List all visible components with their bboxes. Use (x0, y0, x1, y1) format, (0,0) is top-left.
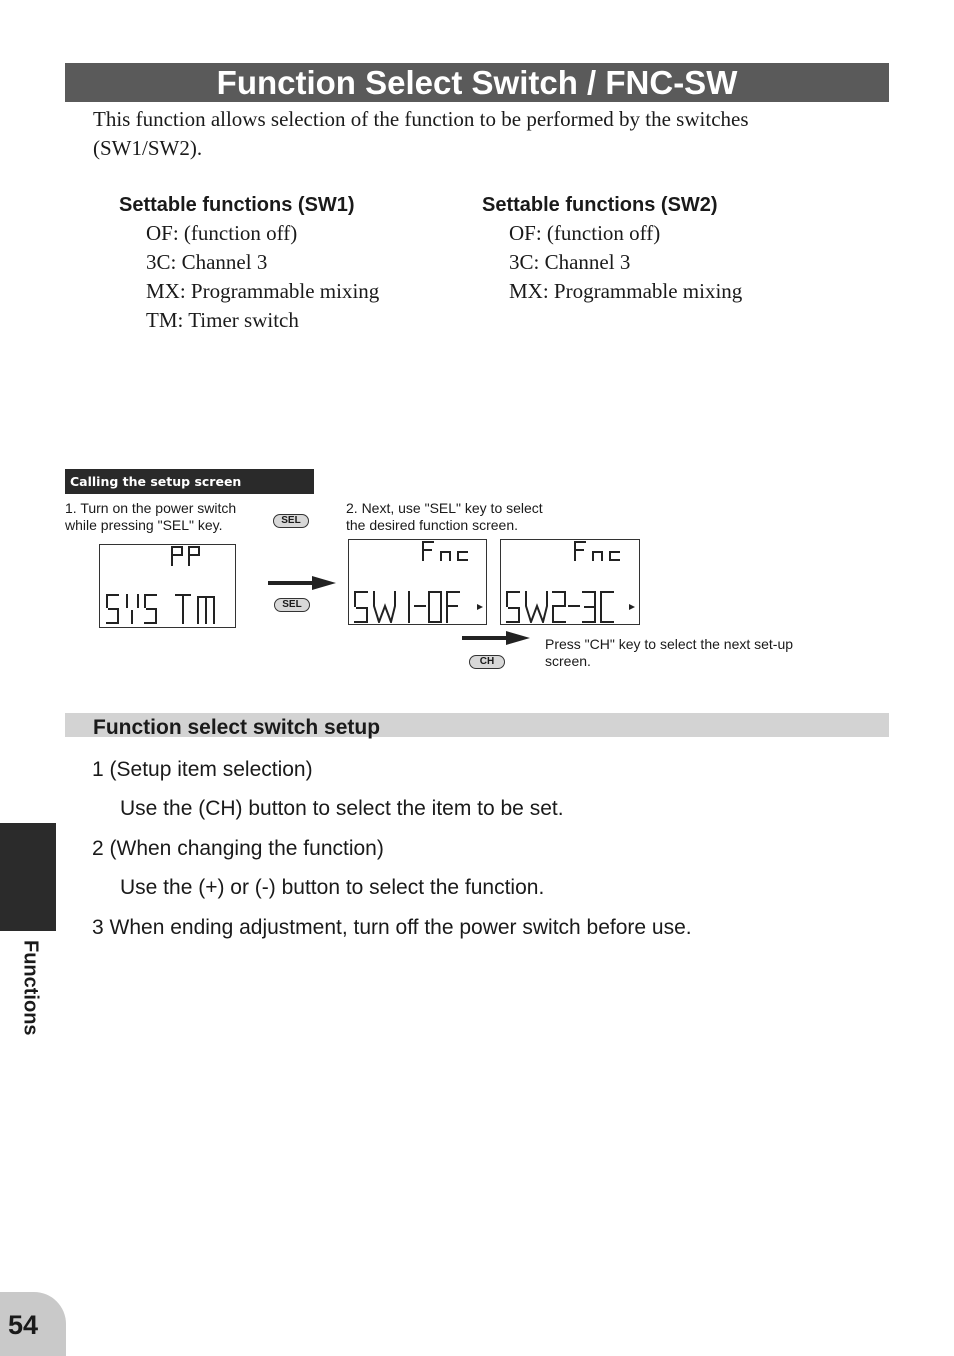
calling-setup-tag: Calling the setup screen (65, 469, 314, 494)
step1-note: 1. Turn on the power switch while pressing "SEL" key. (65, 500, 237, 533)
setup-step: 3 When ending adjustment, turn off the power switch before use. (92, 916, 692, 939)
side-tab-label (10, 940, 50, 1050)
sw1-column (119, 193, 379, 335)
sw1-item: MX: Programmable mixing (146, 279, 380, 303)
lcd-segment-display (100, 545, 234, 626)
lcd-segment-display (349, 540, 485, 623)
sw2-item: OF: (function off) (509, 221, 661, 245)
setup-step: 1 (Setup item selection) (92, 758, 313, 781)
page-title: Function Select Switch / FNC-SW (65, 63, 889, 102)
setup-step: 2 (When changing the function) (92, 837, 384, 860)
arrow-right-icon (462, 630, 532, 646)
ch-key-icon: CH (469, 655, 505, 669)
ch-note: Press "CH" key to select the next set-up screen. (545, 636, 794, 669)
sw2-column (482, 193, 742, 306)
lcd-segment-display (501, 540, 638, 623)
step2-note: 2. Next, use "SEL" key to select the desired function screen. (346, 500, 543, 533)
setup-step-detail: Use the (+) or (-) button to select the function. (120, 876, 545, 899)
sw1-item: TM: Timer switch (146, 308, 299, 332)
side-tab-text: Functions (19, 940, 42, 1036)
setup-step-detail: Use the (CH) button to select the item to be set. (120, 797, 564, 820)
lcd-screen-sys (99, 544, 236, 628)
side-tab-marker (0, 823, 56, 931)
sw2-item: 3C: Channel 3 (509, 250, 631, 274)
lcd-screen-sw2 (500, 539, 640, 625)
sw2-item: MX: Programmable mixing (509, 279, 743, 303)
sw2-heading: Settable functions (SW2) (482, 194, 718, 216)
sw1-item: 3C: Channel 3 (146, 250, 268, 274)
sw1-heading: Settable functions (SW1) (119, 194, 355, 216)
setup-section-title: Function select switch setup (93, 716, 381, 739)
lcd-screen-sw1 (348, 539, 487, 625)
page-number: 54 (8, 1310, 39, 1340)
sel-key-icon: SEL (273, 514, 309, 528)
sw1-item: OF: (function off) (146, 221, 298, 245)
sel-key-icon: SEL (274, 598, 310, 612)
arrow-right-icon (268, 575, 338, 591)
intro-text: This function allows selection of the function to be performed by the switches (SW1/SW2). (93, 107, 749, 160)
